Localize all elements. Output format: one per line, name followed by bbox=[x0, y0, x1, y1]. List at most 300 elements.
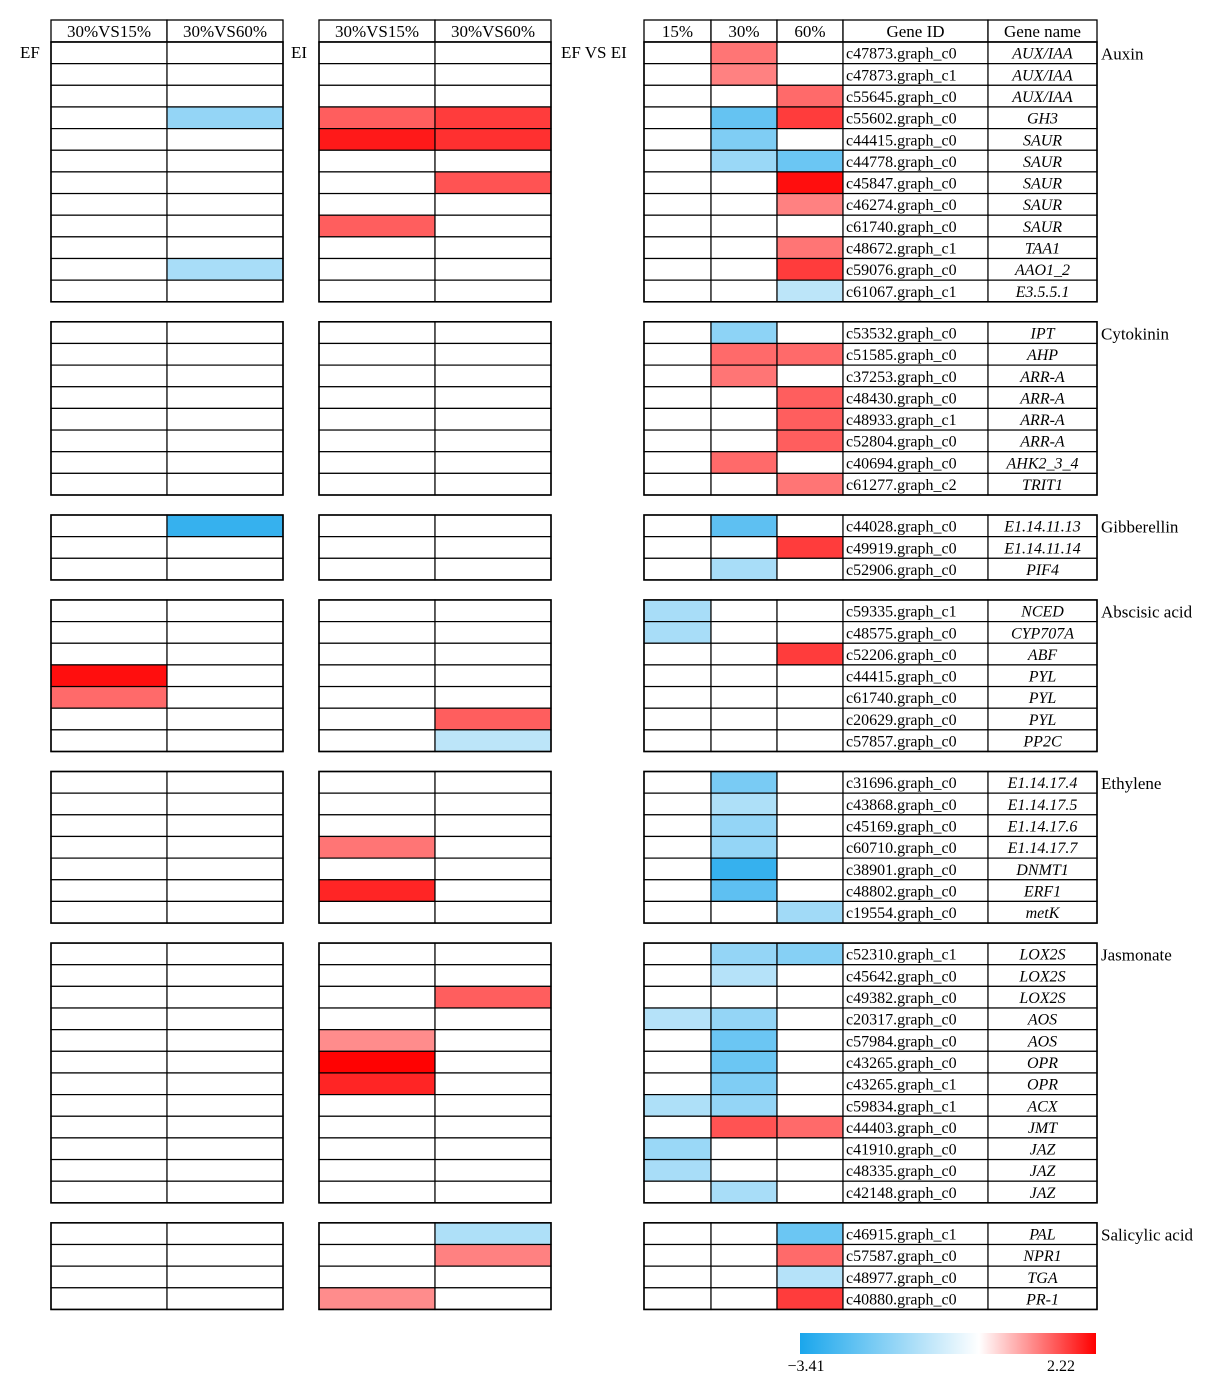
efvsei-column-header: 30% bbox=[728, 22, 760, 41]
heatmap-cell bbox=[777, 42, 843, 64]
gene-name: PP2C bbox=[1023, 733, 1062, 751]
hormone-category-label: Abscisic acid bbox=[1101, 602, 1193, 622]
heatmap-cell bbox=[319, 129, 435, 151]
heatmap-cell bbox=[319, 537, 435, 559]
heatmap-cell bbox=[435, 515, 551, 537]
heatmap-cell bbox=[435, 1051, 551, 1073]
heatmap-cell bbox=[51, 708, 167, 730]
heatmap-cell bbox=[51, 880, 167, 902]
gene-id: c44403.graph_c0 bbox=[846, 1119, 957, 1137]
heatmap-cell bbox=[51, 943, 167, 965]
gene-id: c48977.graph_c0 bbox=[846, 1269, 957, 1287]
heatmap-cell bbox=[644, 965, 711, 987]
gene-name: AAO1_2 bbox=[1014, 262, 1071, 280]
heatmap-cell bbox=[435, 64, 551, 86]
gene-name: CYP707A bbox=[1010, 625, 1075, 643]
heatmap-cell bbox=[711, 107, 777, 129]
heatmap-cell bbox=[644, 515, 711, 537]
heatmap-cell bbox=[167, 515, 283, 537]
gene-name: ARR-A bbox=[1020, 433, 1065, 451]
heatmap-cell bbox=[435, 965, 551, 987]
heatmap-cell bbox=[319, 643, 435, 665]
heatmap-cell bbox=[51, 1160, 167, 1182]
gene-id: c46274.graph_c0 bbox=[846, 197, 957, 215]
heatmap-cell bbox=[777, 194, 843, 216]
heatmap-cell bbox=[435, 1266, 551, 1288]
heatmap-cell bbox=[167, 986, 283, 1008]
hormone-category-label: Gibberellin bbox=[1101, 517, 1179, 537]
heatmap-cell bbox=[644, 836, 711, 858]
heatmap-cell bbox=[711, 665, 777, 687]
heatmap-cell bbox=[319, 1116, 435, 1138]
heatmap-cell bbox=[51, 643, 167, 665]
gene-name: ARR-A bbox=[1020, 390, 1065, 408]
heatmap-cell bbox=[711, 986, 777, 1008]
heatmap-cell bbox=[319, 986, 435, 1008]
heatmap-cell bbox=[51, 150, 167, 172]
gene-name: PIF4 bbox=[1026, 561, 1059, 579]
heatmap-cell bbox=[644, 322, 711, 344]
gene-id: c48575.graph_c0 bbox=[846, 625, 957, 643]
gene-id: c43265.graph_c1 bbox=[846, 1076, 957, 1094]
heatmap-cell bbox=[51, 622, 167, 644]
gene-id: c38901.graph_c0 bbox=[846, 861, 957, 879]
gene-name: PYL bbox=[1028, 711, 1057, 729]
heatmap-cell bbox=[167, 558, 283, 580]
gene-id: c20629.graph_c0 bbox=[846, 711, 957, 729]
ei-column-header: 30%VS60% bbox=[450, 22, 536, 41]
heatmap-cell bbox=[319, 473, 435, 495]
heatmap-cell bbox=[644, 901, 711, 923]
gene-id: c52804.graph_c0 bbox=[846, 433, 957, 451]
heatmap-cell bbox=[51, 1073, 167, 1095]
heatmap-cell bbox=[51, 387, 167, 409]
gene-name: LOX2S bbox=[1019, 968, 1066, 986]
heatmap-cell bbox=[51, 1266, 167, 1288]
gene-id: c19554.graph_c0 bbox=[846, 905, 957, 923]
gene-name: IPT bbox=[1030, 325, 1055, 343]
gene-name: E1.14.17.5 bbox=[1007, 796, 1078, 814]
heatmap-cell bbox=[644, 1116, 711, 1138]
heatmap-cell bbox=[435, 452, 551, 474]
color-scale-legend bbox=[787, 1333, 1096, 1375]
gene-name: SAUR bbox=[1022, 175, 1063, 193]
hormone-category-label: Ethylene bbox=[1101, 774, 1162, 794]
heatmap-cell bbox=[435, 665, 551, 687]
heatmap-cell bbox=[435, 1181, 551, 1203]
heatmap-cell bbox=[51, 430, 167, 452]
heatmap-cell bbox=[711, 1181, 777, 1203]
heatmap-cell bbox=[711, 708, 777, 730]
heatmap-cell bbox=[319, 64, 435, 86]
gene-id: c37253.graph_c0 bbox=[846, 368, 957, 386]
heatmap-cell bbox=[51, 1051, 167, 1073]
heatmap-cell bbox=[711, 537, 777, 559]
heatmap-cell bbox=[435, 537, 551, 559]
gene-name: OPR bbox=[1026, 1054, 1059, 1072]
heatmap-cell bbox=[319, 343, 435, 365]
gene-name: AUX/IAA bbox=[1012, 67, 1073, 85]
heatmap-cell bbox=[167, 600, 283, 622]
heatmap-cell bbox=[644, 880, 711, 902]
heatmap-cell bbox=[435, 836, 551, 858]
heatmap-cell bbox=[644, 943, 711, 965]
heatmap-cell bbox=[51, 836, 167, 858]
heatmap-cell bbox=[319, 1008, 435, 1030]
heatmap-cell bbox=[711, 965, 777, 987]
heatmap-cell bbox=[644, 1095, 711, 1117]
heatmap-cell bbox=[319, 1245, 435, 1267]
heatmap-cell bbox=[319, 150, 435, 172]
gene-name: SAUR bbox=[1022, 132, 1063, 150]
heatmap-cell bbox=[644, 986, 711, 1008]
heatmap-cell bbox=[167, 836, 283, 858]
heatmap-cell bbox=[777, 1245, 843, 1267]
heatmap-cell bbox=[644, 537, 711, 559]
heatmap-cell bbox=[435, 280, 551, 302]
heatmap-cell bbox=[51, 1138, 167, 1160]
gene-id: c57857.graph_c0 bbox=[846, 733, 957, 751]
heatmap-cell bbox=[435, 1160, 551, 1182]
heatmap-cell bbox=[777, 1116, 843, 1138]
heatmap-cell bbox=[777, 1181, 843, 1203]
heatmap-cell bbox=[435, 1008, 551, 1030]
gene-id: c31696.graph_c0 bbox=[846, 775, 957, 793]
heatmap-cell bbox=[167, 1266, 283, 1288]
heatmap-cell bbox=[711, 85, 777, 107]
heatmap-cell bbox=[167, 772, 283, 794]
heatmap-cell bbox=[777, 1073, 843, 1095]
heatmap-cell bbox=[167, 280, 283, 302]
heatmap-cell bbox=[319, 1266, 435, 1288]
color-scale-bar bbox=[800, 1333, 1096, 1354]
gene-id: c48802.graph_c0 bbox=[846, 883, 957, 901]
hormone-category-label: Jasmonate bbox=[1101, 945, 1172, 965]
heatmap-cell bbox=[167, 687, 283, 709]
gene-name: JAZ bbox=[1029, 1141, 1056, 1159]
heatmap-cell bbox=[435, 473, 551, 495]
heatmap-cell bbox=[167, 1008, 283, 1030]
heatmap-cell bbox=[777, 1008, 843, 1030]
heatmap-cell bbox=[644, 85, 711, 107]
heatmap-cell bbox=[711, 1138, 777, 1160]
gene-name: NPR1 bbox=[1023, 1248, 1062, 1266]
heatmap-cell bbox=[51, 1181, 167, 1203]
heatmap-cell bbox=[51, 1288, 167, 1310]
heatmap-cell bbox=[644, 558, 711, 580]
gene-name: metK bbox=[1025, 905, 1060, 923]
gene-name: AHP bbox=[1026, 347, 1059, 365]
heatmap-cell bbox=[435, 107, 551, 129]
heatmap-cell bbox=[167, 430, 283, 452]
gene-id: c42148.graph_c0 bbox=[846, 1184, 957, 1202]
gene-id: c45847.graph_c0 bbox=[846, 175, 957, 193]
heatmap-cell bbox=[435, 986, 551, 1008]
heatmap-cell bbox=[711, 452, 777, 474]
heatmap-cell bbox=[319, 85, 435, 107]
heatmap-cell bbox=[777, 129, 843, 151]
heatmap-cell bbox=[167, 880, 283, 902]
heatmap-cell bbox=[711, 259, 777, 281]
heatmap-cell bbox=[435, 730, 551, 752]
heatmap-cell bbox=[51, 1116, 167, 1138]
heatmap-cell bbox=[777, 1266, 843, 1288]
heatmap-cell bbox=[711, 365, 777, 387]
heatmap-cell bbox=[777, 322, 843, 344]
gene-id: c40694.graph_c0 bbox=[846, 455, 957, 473]
heatmap-cell bbox=[167, 194, 283, 216]
heatmap-cell bbox=[777, 880, 843, 902]
heatmap-cell bbox=[644, 172, 711, 194]
heatmap-cell bbox=[644, 1051, 711, 1073]
heatmap-cell bbox=[167, 1030, 283, 1052]
heatmap-cell bbox=[711, 836, 777, 858]
heatmap-cell bbox=[435, 793, 551, 815]
heatmap-cell bbox=[167, 1138, 283, 1160]
heatmap-cell bbox=[319, 793, 435, 815]
heatmap-cell bbox=[51, 343, 167, 365]
heatmap-cell bbox=[711, 42, 777, 64]
heatmap-cell bbox=[167, 365, 283, 387]
gene-name: AOS bbox=[1027, 1011, 1058, 1029]
heatmap-cell bbox=[435, 1288, 551, 1310]
heatmap-cell bbox=[51, 772, 167, 794]
heatmap-cell bbox=[711, 430, 777, 452]
gene-id: c59076.graph_c0 bbox=[846, 262, 957, 280]
heatmap-cell bbox=[644, 194, 711, 216]
gene-name: JAZ bbox=[1029, 1163, 1056, 1181]
gene-name: ARR-A bbox=[1020, 368, 1065, 386]
heatmap-cell bbox=[711, 237, 777, 259]
gene-name: PAL bbox=[1029, 1226, 1056, 1244]
heatmap-cell bbox=[167, 172, 283, 194]
heatmap-cell bbox=[777, 986, 843, 1008]
heatmap-cell bbox=[51, 558, 167, 580]
heatmap-cell bbox=[319, 901, 435, 923]
heatmap-cell bbox=[435, 430, 551, 452]
heatmap-cell bbox=[777, 430, 843, 452]
heatmap-cell bbox=[319, 1223, 435, 1245]
gene-id: c52310.graph_c1 bbox=[846, 946, 957, 964]
heatmap-cell bbox=[319, 365, 435, 387]
heatmap-cell bbox=[644, 1266, 711, 1288]
heatmap-cell bbox=[777, 1288, 843, 1310]
gene-name: TGA bbox=[1027, 1269, 1058, 1287]
heatmap-cell bbox=[319, 1073, 435, 1095]
heatmap-cell bbox=[644, 107, 711, 129]
heatmap-cell bbox=[711, 387, 777, 409]
heatmap-cell bbox=[319, 730, 435, 752]
heatmap-cell bbox=[711, 600, 777, 622]
gene-name-column-header: Gene name bbox=[1004, 22, 1081, 41]
gene-id: c44778.graph_c0 bbox=[846, 153, 957, 171]
gene-id: c46915.graph_c1 bbox=[846, 1226, 957, 1244]
heatmap-cell bbox=[711, 880, 777, 902]
heatmap-cell bbox=[319, 107, 435, 129]
heatmap-cell bbox=[51, 1008, 167, 1030]
gene-id: c61067.graph_c1 bbox=[846, 283, 957, 301]
gene-name: SAUR bbox=[1022, 218, 1063, 236]
gene-id: c52906.graph_c0 bbox=[846, 561, 957, 579]
heatmap-cell bbox=[319, 215, 435, 237]
heatmap-cell bbox=[644, 1008, 711, 1030]
heatmap-cell bbox=[777, 965, 843, 987]
heatmap-cell bbox=[319, 42, 435, 64]
gene-id: c52206.graph_c0 bbox=[846, 646, 957, 664]
heatmap-cell bbox=[777, 730, 843, 752]
gene-id: c43868.graph_c0 bbox=[846, 796, 957, 814]
gene-name: E3.5.5.1 bbox=[1015, 283, 1070, 301]
heatmap-cell bbox=[319, 880, 435, 902]
heatmap-cell bbox=[777, 901, 843, 923]
heatmap-cell bbox=[319, 622, 435, 644]
heatmap-cell bbox=[51, 452, 167, 474]
heatmap-cell bbox=[777, 64, 843, 86]
gene-name: E1.14.17.4 bbox=[1007, 775, 1078, 793]
heatmap-cell bbox=[167, 343, 283, 365]
heatmap-cell bbox=[51, 237, 167, 259]
heatmap-cell bbox=[644, 1181, 711, 1203]
heatmap-cell bbox=[435, 1138, 551, 1160]
gene-id: c59335.graph_c1 bbox=[846, 603, 957, 621]
heatmap-cell bbox=[167, 107, 283, 129]
heatmap-cell bbox=[435, 322, 551, 344]
heatmap-cell bbox=[51, 280, 167, 302]
gene-name: AHK2_3_4 bbox=[1006, 455, 1079, 473]
heatmap-cell bbox=[644, 1073, 711, 1095]
heatmap-cell bbox=[711, 172, 777, 194]
heatmap-cell bbox=[644, 387, 711, 409]
heatmap-cell bbox=[51, 408, 167, 430]
heatmap-cell bbox=[435, 172, 551, 194]
heatmap-cell bbox=[711, 901, 777, 923]
heatmap-cell bbox=[51, 322, 167, 344]
heatmap-cell bbox=[167, 943, 283, 965]
gene-name: ABF bbox=[1027, 646, 1058, 664]
heatmap-cell bbox=[51, 1095, 167, 1117]
heatmap-cell bbox=[644, 1030, 711, 1052]
gene-name: GH3 bbox=[1026, 110, 1059, 128]
heatmap-cell bbox=[319, 1181, 435, 1203]
heatmap-cell bbox=[435, 215, 551, 237]
heatmap-cell bbox=[167, 1160, 283, 1182]
heatmap-cell bbox=[711, 150, 777, 172]
heatmap-cell bbox=[167, 452, 283, 474]
heatmap-cell bbox=[711, 1160, 777, 1182]
heatmap-cell bbox=[167, 322, 283, 344]
heatmap-cell bbox=[319, 687, 435, 709]
heatmap-cell bbox=[711, 1288, 777, 1310]
heatmap-cell bbox=[711, 1030, 777, 1052]
heatmap-cell bbox=[435, 408, 551, 430]
heatmap-cell bbox=[51, 730, 167, 752]
heatmap-cell bbox=[435, 1116, 551, 1138]
heatmap-cell bbox=[167, 237, 283, 259]
heatmap-cell bbox=[435, 150, 551, 172]
gene-id: c61277.graph_c2 bbox=[846, 477, 957, 494]
heatmap-cell bbox=[167, 150, 283, 172]
heatmap-cell bbox=[711, 215, 777, 237]
gene-name: PR-1 bbox=[1026, 1291, 1059, 1309]
gene-name: SAUR bbox=[1022, 153, 1063, 171]
gene-id: c49382.graph_c0 bbox=[846, 990, 957, 1007]
heatmap-cell bbox=[777, 858, 843, 880]
heatmap-cell bbox=[435, 343, 551, 365]
heatmap-cell bbox=[435, 237, 551, 259]
heatmap-cell bbox=[167, 665, 283, 687]
heatmap-cell bbox=[435, 858, 551, 880]
heatmap-cell bbox=[167, 793, 283, 815]
heatmap-cell bbox=[777, 1160, 843, 1182]
heatmap-cell bbox=[777, 537, 843, 559]
gene-id: c48335.graph_c0 bbox=[846, 1163, 957, 1181]
heatmap-cell bbox=[167, 965, 283, 987]
gene-name: OPR bbox=[1026, 1076, 1059, 1094]
heatmap-cell bbox=[167, 85, 283, 107]
heatmap-cell bbox=[435, 558, 551, 580]
heatmap-cell bbox=[644, 280, 711, 302]
heatmap-cell bbox=[51, 687, 167, 709]
heatmap-cell bbox=[777, 772, 843, 794]
gene-id: c44415.graph_c0 bbox=[846, 668, 957, 686]
heatmap-cell bbox=[644, 622, 711, 644]
heatmap-cell bbox=[319, 515, 435, 537]
heatmap-cell bbox=[167, 129, 283, 151]
heatmap-cell bbox=[51, 64, 167, 86]
heatmap-cell bbox=[51, 1223, 167, 1245]
heatmap-cell bbox=[51, 1030, 167, 1052]
gene-name: LOX2S bbox=[1019, 946, 1066, 964]
heatmap-cell bbox=[167, 537, 283, 559]
heatmap-cell bbox=[51, 194, 167, 216]
heatmap-cell bbox=[711, 515, 777, 537]
heatmap-cell bbox=[319, 943, 435, 965]
color-scale-max-label: 2.22 bbox=[1047, 1358, 1075, 1375]
heatmap-cell bbox=[167, 408, 283, 430]
heatmap-cell bbox=[777, 107, 843, 129]
heatmap-cell bbox=[777, 515, 843, 537]
heatmap-cell bbox=[777, 85, 843, 107]
heatmap-cell bbox=[435, 129, 551, 151]
heatmap-cell bbox=[644, 1138, 711, 1160]
gene-id: c43265.graph_c0 bbox=[846, 1054, 957, 1072]
heatmap-cell bbox=[644, 150, 711, 172]
gene-id: c48672.graph_c1 bbox=[846, 240, 957, 258]
heatmap-cell bbox=[711, 858, 777, 880]
heatmap-cell bbox=[777, 1138, 843, 1160]
heatmap-cell bbox=[319, 965, 435, 987]
heatmap-cell bbox=[167, 1181, 283, 1203]
heatmap-cell bbox=[644, 1288, 711, 1310]
gene-name: AOS bbox=[1027, 1033, 1058, 1051]
heatmap-cell bbox=[167, 42, 283, 64]
heatmap-cell bbox=[644, 64, 711, 86]
heatmap-cell bbox=[711, 1266, 777, 1288]
gene-id: c40880.graph_c0 bbox=[846, 1291, 957, 1309]
heatmap-cell bbox=[711, 129, 777, 151]
heatmap-cell bbox=[777, 387, 843, 409]
gene-id: c55645.graph_c0 bbox=[846, 88, 957, 106]
heatmap-cell bbox=[435, 1223, 551, 1245]
heatmap-grid bbox=[51, 42, 1194, 1309]
gene-name: E1.14.11.14 bbox=[1004, 540, 1081, 558]
heatmap-cell bbox=[51, 1245, 167, 1267]
heatmap-cell bbox=[435, 943, 551, 965]
efvsei-column-header: 15% bbox=[661, 22, 694, 41]
heatmap-cell bbox=[644, 730, 711, 752]
gene-id: c45642.graph_c0 bbox=[846, 968, 957, 986]
heatmap-cell bbox=[644, 1160, 711, 1182]
